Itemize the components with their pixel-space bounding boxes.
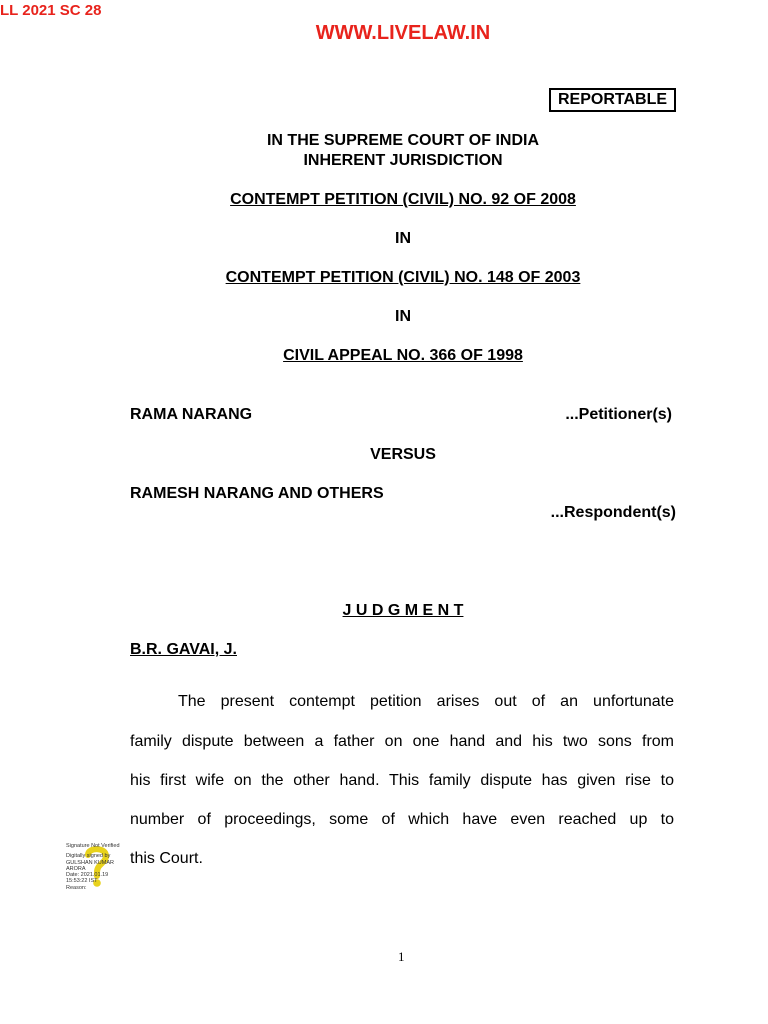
judge-name: B.R. GAVAI, J. [130, 641, 237, 658]
petitioner-name: RAMA NARANG [130, 406, 253, 423]
website-banner: WWW.LIVELAW.IN [315, 22, 491, 44]
judgment-heading: J U D G M E N T [342, 602, 464, 619]
court-name: IN THE SUPREME COURT OF INDIA [266, 132, 539, 149]
petitioner-label: ...Petitioner(s) [565, 406, 672, 423]
signature-reason: Reason: [66, 884, 87, 891]
signature-signed-by: Digitally signed by [66, 853, 111, 860]
citation-stamp: LL 2021 SC 28 [0, 2, 102, 19]
page-number: 1 [398, 949, 405, 964]
case-in-1: IN [395, 230, 411, 247]
respondent-label: ...Respondent(s) [550, 504, 676, 521]
court-jurisdiction: INHERENT JURISDICTION [303, 152, 503, 169]
signature-signer: GULSHAN KUMAR [66, 859, 114, 866]
paragraph-line: number of proceedings, some of which have even reached up to [130, 811, 674, 828]
paragraph-line: this Court. [130, 850, 203, 867]
signature-date: Date: 2021.01.19 [66, 872, 109, 879]
case-appeal: CIVIL APPEAL NO. 366 OF 1998 [283, 347, 523, 364]
digital-signature-block [66, 843, 132, 891]
signature-signer-2: ARORA [66, 865, 86, 872]
reportable-box: REPORTABLE [549, 88, 676, 112]
signature-time: 15:53:22 IST [66, 878, 98, 885]
paragraph-line: his first wife on the other hand. This family dispute has given rise to [130, 772, 674, 789]
paragraph-line: The present contempt petition arises out of an unfortunate [178, 693, 674, 710]
case-in-2: IN [395, 308, 411, 325]
paragraph-line: family dispute between a father on one hand and his two sons from [130, 733, 674, 750]
versus-label: VERSUS [370, 446, 436, 463]
case-petition-2: CONTEMPT PETITION (CIVIL) NO. 148 OF 2003 [225, 269, 581, 286]
case-petition-1: CONTEMPT PETITION (CIVIL) NO. 92 OF 2008 [230, 191, 576, 208]
signature-status: Signature Not Verified [66, 843, 120, 849]
respondent-name: RAMESH NARANG AND OTHERS [130, 485, 384, 502]
